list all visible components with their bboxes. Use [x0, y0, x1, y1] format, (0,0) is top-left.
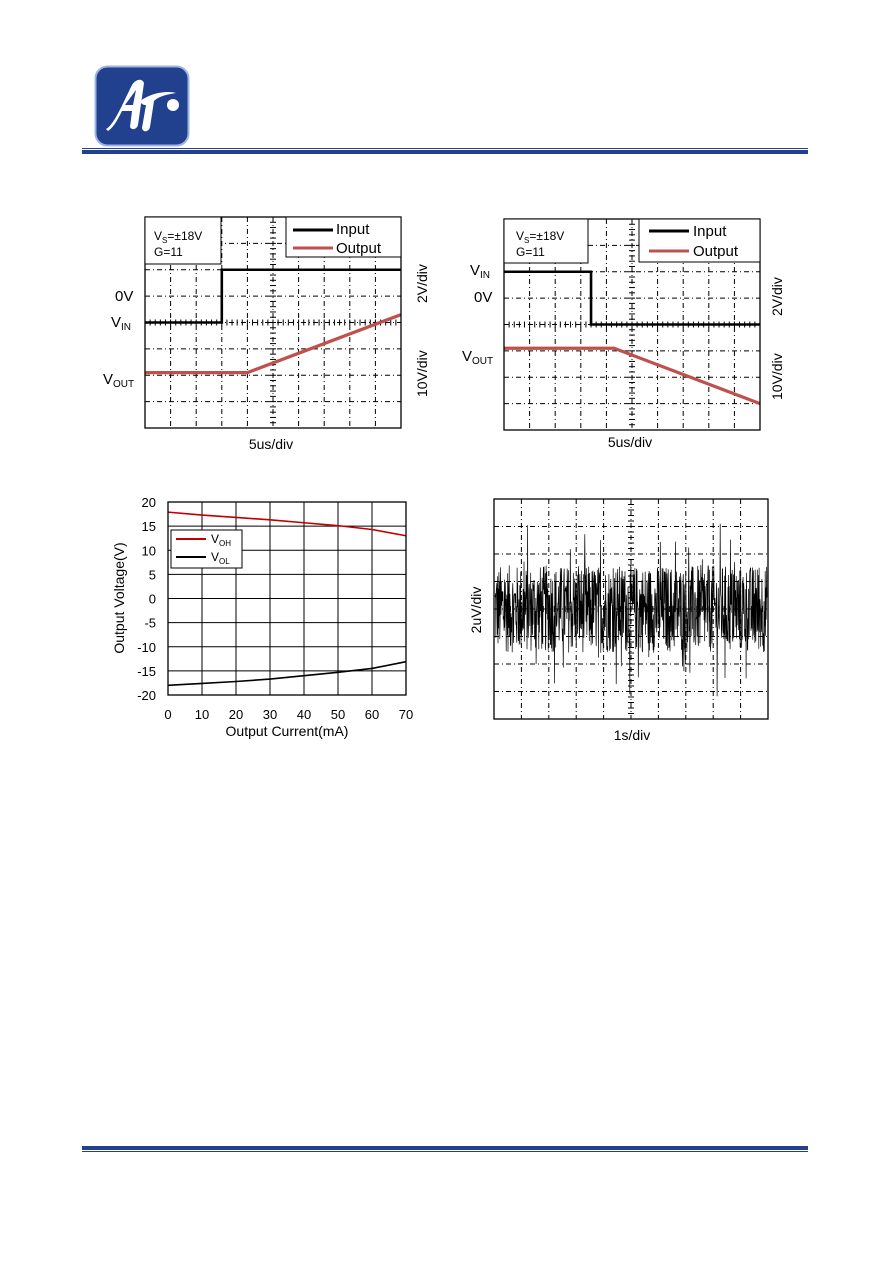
- falling-step-vin-label: $V_{IN}$: [470, 262, 491, 281]
- output-swing-x-tick-label: 70: [398, 707, 414, 722]
- output-swing-y-tick-label: -10: [137, 639, 156, 655]
- rising-step-legend-input-label: Input: [336, 221, 370, 238]
- rising-step-x-label: 5us/div: [248, 436, 294, 452]
- voltage-noise-x-label: 1s/div: [613, 727, 651, 743]
- output-swing-legend-voh-label: $V_{OH}$: [211, 532, 232, 548]
- output-swing-y-tick-label: -20: [137, 688, 156, 703]
- rising-step-vs-label: $V_S=\pm 18V$: [154, 229, 203, 245]
- falling-step-output-scale: 10V/div: [769, 353, 785, 400]
- rising-step-input-scale: 2V/div: [414, 264, 430, 303]
- voltage-noise-y-label: 2uV/div: [468, 586, 484, 634]
- output-swing-y-tick-label: 10: [141, 543, 156, 559]
- output-swing-y-tick-label: -15: [137, 663, 156, 679]
- output-swing-x-tick-label: 30: [262, 707, 278, 722]
- output-swing-x-label: Output Current(mA): [225, 723, 349, 739]
- output-swing-x-tick-label: 20: [228, 707, 244, 722]
- falling-step-legend-input-label: Input: [693, 223, 727, 240]
- falling-step-gain-label: G=11: [516, 245, 545, 259]
- falling-step-input-scale: 2V/div: [769, 277, 785, 316]
- voltage-noise-grid: [494, 499, 768, 719]
- rising-step-legend-output-label: Output: [336, 240, 382, 257]
- rising-step-zero-label: 0V: [115, 288, 134, 305]
- falling-step-vout-label: $V_{OUT}$: [462, 348, 494, 367]
- output-swing-legend-vol-label: $V_{OL}$: [211, 550, 230, 566]
- rising-step-output-scale: 10V/div: [414, 350, 430, 397]
- output-swing-y-label: Output Voltage(V): [111, 542, 127, 654]
- output-swing-y-tick-label: 5: [148, 567, 156, 583]
- output-swing-y-tick-label: -5: [144, 615, 156, 631]
- falling-step-legend-output-label: Output: [693, 243, 739, 260]
- rising-step-gain-label: G=11: [154, 245, 183, 259]
- rising-step-vin-label: $V_{IN}$: [111, 314, 132, 333]
- falling-step-zero-label: 0V: [474, 289, 493, 306]
- output-swing-x-tick-label: 40: [296, 707, 312, 722]
- output-swing-y-tick-label: 20: [141, 495, 156, 510]
- output-swing-x-tick-label: 60: [364, 707, 380, 722]
- falling-step-x-label: 5us/div: [607, 434, 653, 450]
- output-swing-y-tick-label: 15: [141, 519, 156, 535]
- output-swing-x-tick-label: 0: [164, 707, 172, 722]
- output-swing-x-tick-label: 10: [194, 707, 210, 722]
- falling-step-vs-label: $V_S=\pm 18V$: [516, 229, 565, 245]
- output-swing-y-tick-label: 0: [148, 591, 156, 607]
- output-swing-x-tick-label: 50: [330, 707, 346, 722]
- rising-step-vout-label: $V_{OUT}$: [103, 371, 135, 390]
